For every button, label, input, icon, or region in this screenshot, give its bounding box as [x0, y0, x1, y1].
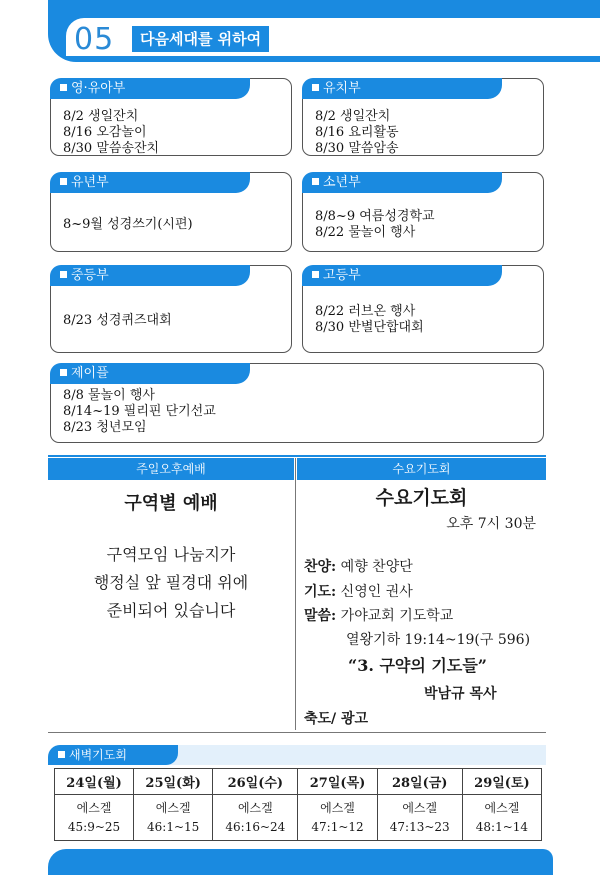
praise-row — [304, 556, 413, 576]
prayer-label: 기도: — [304, 584, 337, 600]
card-title: 제이플 — [71, 366, 109, 381]
dawn-passage — [134, 795, 213, 841]
dawn-day: 26일(수) — [213, 769, 298, 795]
card-title: 고등부 — [323, 268, 361, 283]
card-tab — [302, 265, 502, 286]
dawn-book: 에스겔 — [237, 800, 273, 815]
card-title: 유년부 — [71, 175, 109, 190]
card-tab — [50, 265, 250, 286]
section-number: 05 — [74, 22, 115, 57]
card-tab — [302, 78, 502, 99]
scripture: 열왕기하 19:14~19(구 596) — [346, 632, 531, 648]
dawn-book: 에스겔 — [320, 800, 355, 815]
square-bullet-icon — [312, 84, 319, 91]
dawn-passage — [462, 795, 541, 841]
dawn-verse: 46:16~24 — [225, 819, 286, 834]
card-elementary-senior — [302, 172, 544, 252]
event-line: 8/30 말씀송잔치 — [63, 141, 160, 156]
event-line: 8/30 반별단합대회 — [315, 320, 424, 335]
event-line: 8/22 물놀이 행사 — [315, 225, 416, 240]
dawn-passage — [55, 795, 134, 841]
dawn-header — [48, 745, 546, 765]
section-title: 다음세대를 위하여 — [132, 26, 269, 52]
sunday-line: 구역모임 나눔지가 — [106, 545, 236, 564]
dawn-label — [48, 745, 178, 765]
dawn-passage-row — [55, 795, 542, 841]
card-elementary-junior — [50, 172, 292, 252]
square-bullet-icon — [60, 369, 67, 376]
event-line: 8/30 말씀암송 — [315, 141, 399, 156]
square-bullet-icon — [312, 178, 319, 185]
dawn-passage — [298, 795, 377, 841]
dawn-book: 에스겔 — [155, 800, 191, 815]
card-high-school — [302, 265, 544, 353]
closing: 축도/ 광고 — [304, 711, 369, 727]
event-line: 8/2 생일잔치 — [315, 109, 391, 124]
square-bullet-icon — [60, 178, 67, 185]
sermon-title: “3. 구약의 기도들” — [348, 656, 487, 675]
event-line: 8/22 러브온 행사 — [315, 304, 416, 319]
dawn-label-text: 새벽기도회 — [69, 748, 127, 762]
event-line: 8/8~9 여름성경학교 — [315, 209, 435, 224]
event-line: 8/16 요리활동 — [315, 125, 399, 140]
card-young-adult — [50, 363, 544, 443]
card-title: 유치부 — [323, 81, 361, 96]
section-divider — [48, 732, 546, 733]
dawn-verse: 47:1~12 — [311, 819, 364, 834]
sunday-title: 구역별 예배 — [124, 493, 218, 514]
square-bullet-icon — [60, 84, 67, 91]
card-kindergarten — [302, 78, 544, 156]
dawn-book: 에스겔 — [76, 800, 112, 815]
bottom-band — [48, 849, 553, 875]
dawn-day: 27일(목) — [298, 769, 377, 795]
dawn-day-row — [55, 769, 542, 795]
prayer-row — [304, 581, 413, 601]
dawn-day: 28일(금) — [377, 769, 462, 795]
card-title: 소년부 — [323, 175, 361, 190]
word-value: 가야교회 기도학교 — [340, 608, 454, 624]
square-bullet-icon — [58, 751, 65, 758]
event-line: 8/23 청년모임 — [63, 420, 147, 435]
dawn-day: 29일(토) — [462, 769, 541, 795]
dawn-book: 에스겔 — [402, 800, 438, 815]
dawn-verse: 46:1~15 — [147, 819, 200, 834]
praise-label: 찬양: — [304, 559, 337, 575]
event-line: 8/23 성경퀴즈대회 — [63, 313, 172, 328]
square-bullet-icon — [60, 271, 67, 278]
dawn-passage — [377, 795, 462, 841]
dawn-verse: 48:1~14 — [475, 819, 529, 834]
event-line: 8~9월 성경쓰기(시편) — [63, 217, 193, 232]
sunday-line: 행정실 앞 필경대 위에 — [93, 573, 249, 592]
word-label: 말씀: — [304, 608, 337, 624]
card-tab — [302, 172, 502, 193]
prayer-value: 신영인 권사 — [340, 584, 413, 600]
card-title: 영·유아부 — [71, 81, 126, 96]
event-line: 8/2 생일잔치 — [63, 109, 139, 124]
card-infant — [50, 78, 292, 156]
word-row — [304, 605, 453, 625]
event-line: 8/14~19 필리핀 단기선교 — [63, 404, 216, 419]
event-line: 8/16 오감놀이 — [63, 125, 147, 140]
column-divider — [295, 458, 296, 730]
dawn-book: 에스겔 — [484, 800, 520, 815]
dawn-day: 25일(화) — [134, 769, 213, 795]
wednesday-header: 수요기도회 — [297, 458, 546, 480]
wednesday-time: 오후 7시 30분 — [446, 516, 536, 532]
sunday-line: 준비되어 있습니다 — [106, 601, 236, 620]
card-tab — [50, 363, 250, 384]
square-bullet-icon — [312, 271, 319, 278]
section-divider — [48, 455, 546, 457]
preacher: 박남규 목사 — [424, 686, 497, 702]
dawn-day: 24일(월) — [55, 769, 134, 795]
dawn-table — [54, 768, 542, 841]
event-line: 8/8 물놀이 행사 — [63, 388, 155, 403]
sunday-header: 주일오후예배 — [48, 458, 294, 480]
card-middle-school — [50, 265, 292, 353]
dawn-verse: 45:9~25 — [67, 819, 121, 834]
dawn-passage — [213, 795, 298, 841]
card-title: 중등부 — [71, 268, 109, 283]
dawn-verse: 47:13~23 — [389, 819, 450, 834]
praise-value: 예향 찬양단 — [340, 559, 413, 575]
card-tab — [50, 78, 250, 99]
card-tab — [50, 172, 250, 193]
wednesday-title: 수요기도회 — [375, 487, 468, 509]
